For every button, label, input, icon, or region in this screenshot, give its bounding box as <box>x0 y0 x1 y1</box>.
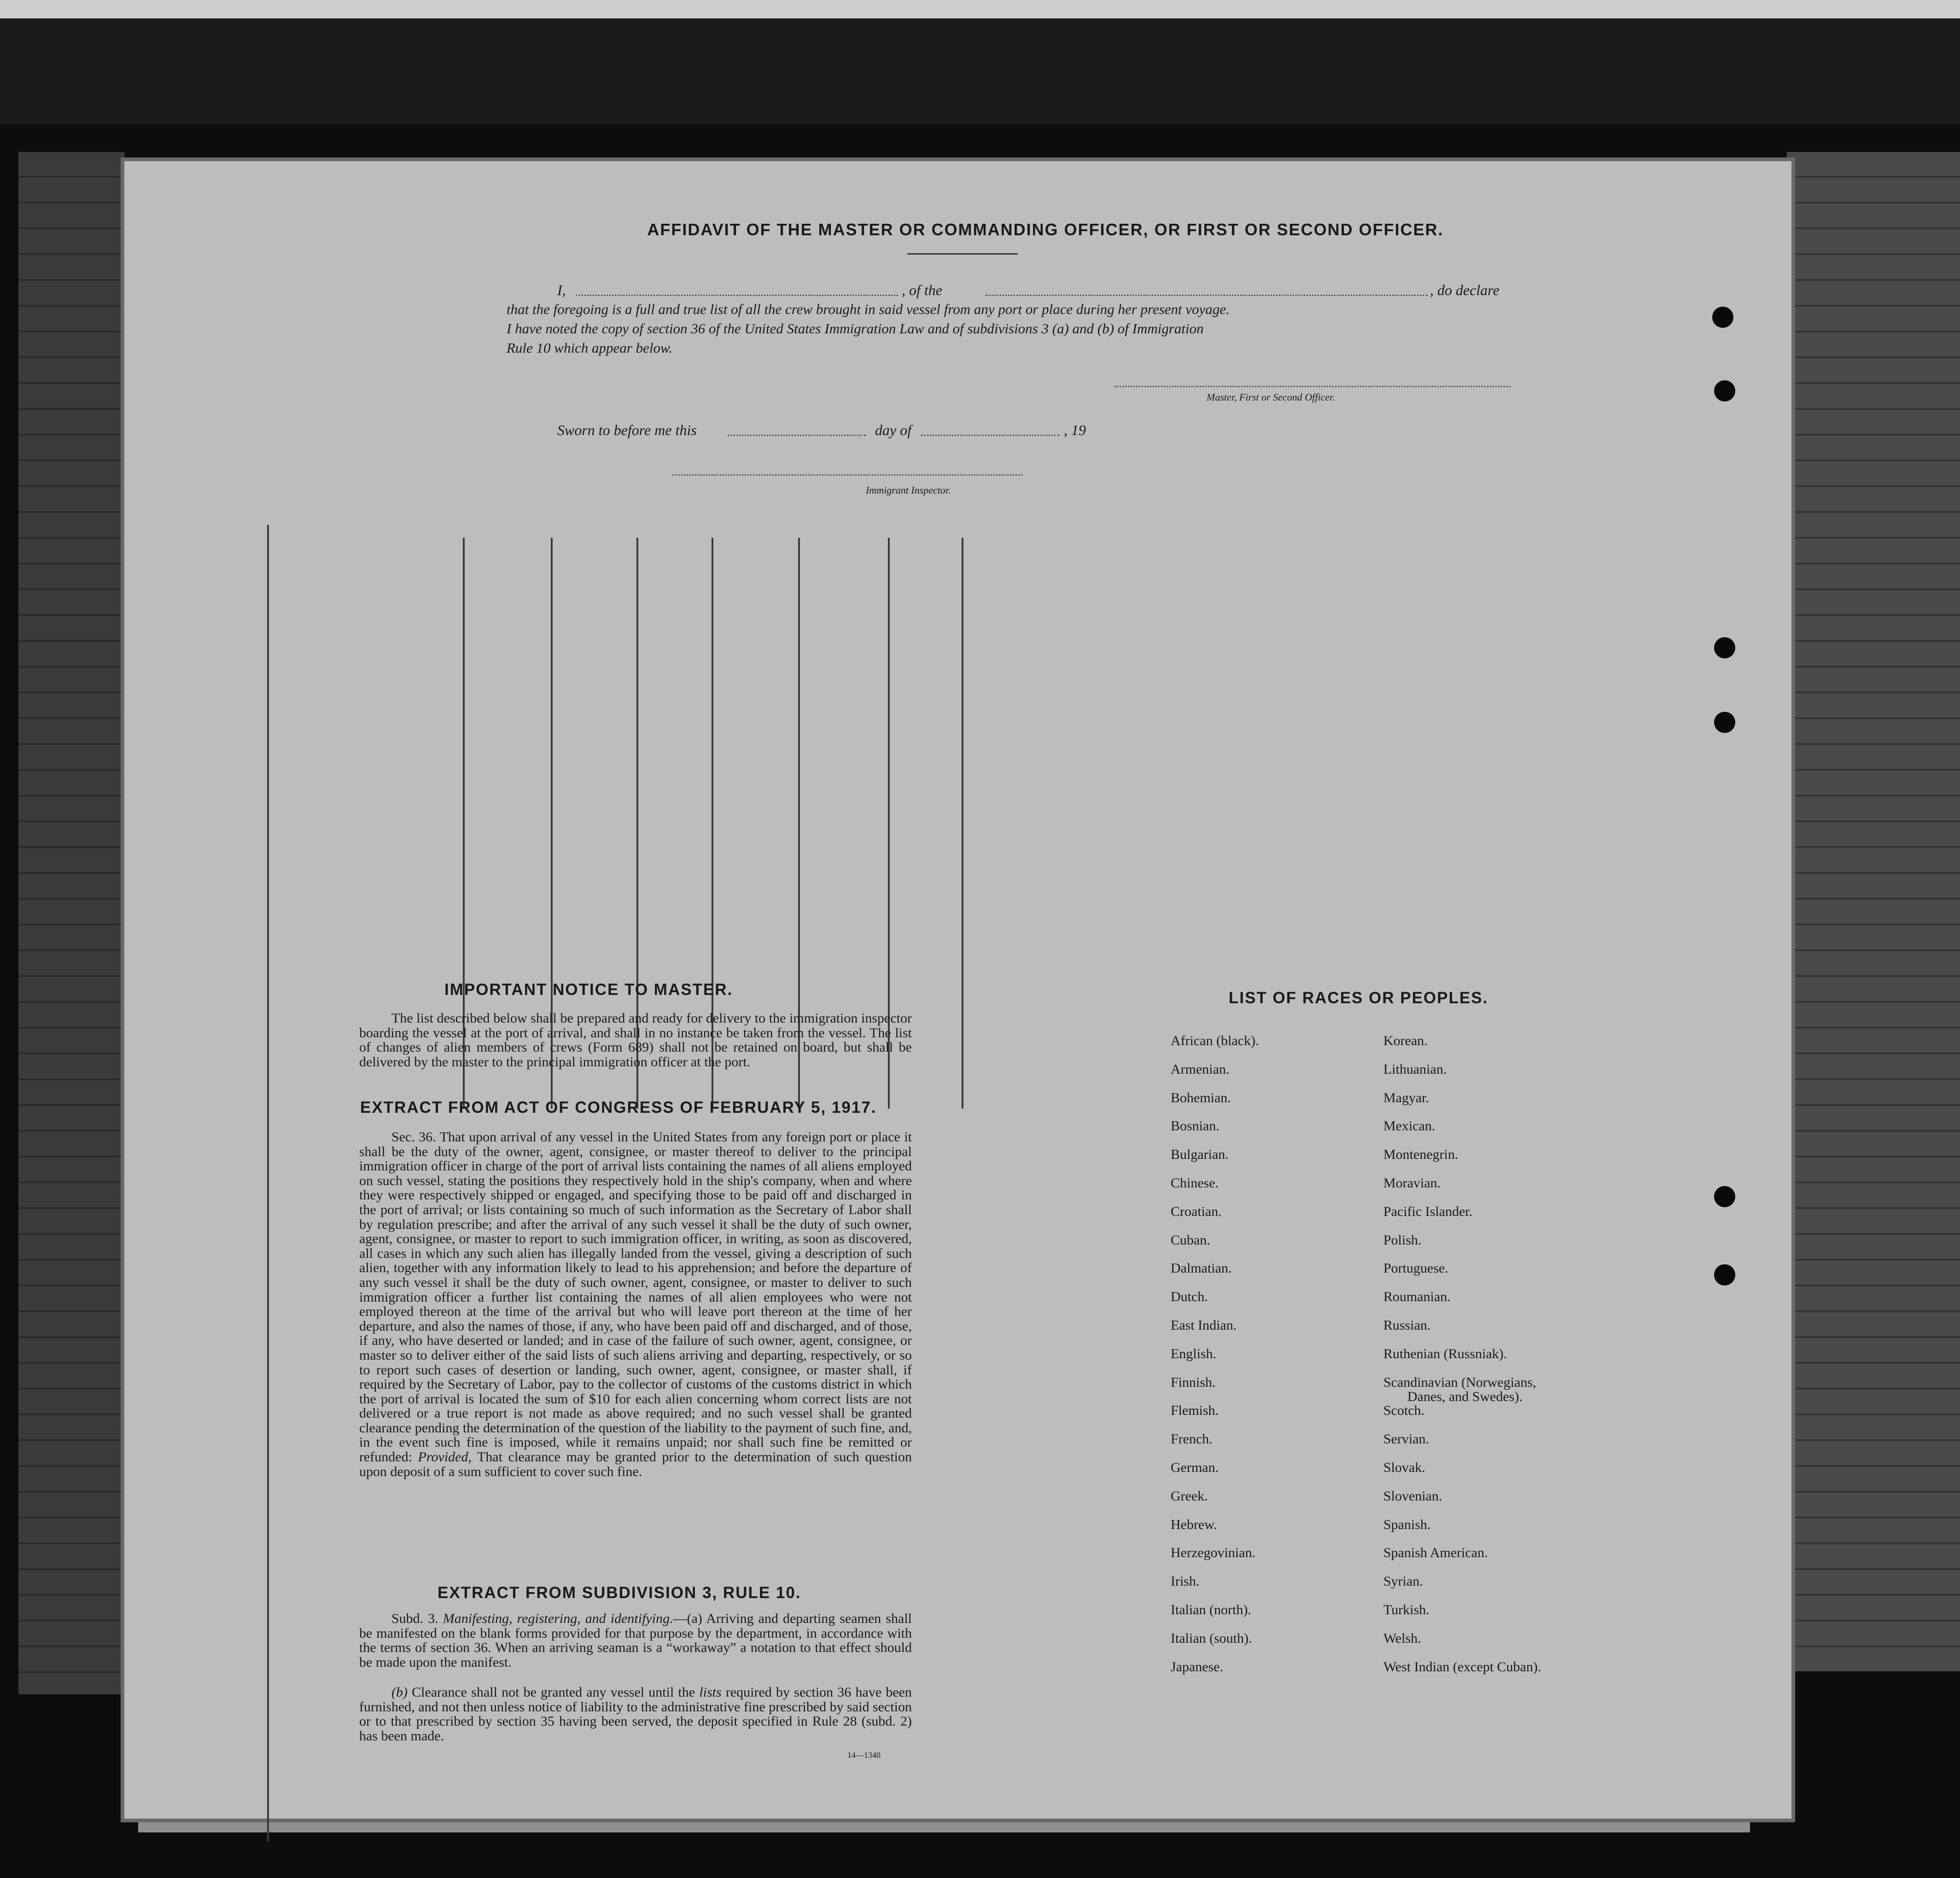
form-number: 14—1340 <box>847 1750 881 1760</box>
race-item: Italian (south). <box>1171 1630 1252 1646</box>
race-item: Italian (north). <box>1171 1602 1251 1617</box>
inspector-label: Immigrant Inspector. <box>866 484 951 496</box>
part-b-text-2: required by section 36 have been furnished, and not then unless notice of liability to the administrative fine prescribed by said section or to that prescribed by section 35 having been served, the deposit specified in Rule 28 (subd. 2) has been made. <box>359 1685 912 1744</box>
notice-body: The list described below shall be prepared and ready for delivery to the immigration inspector boarding the vessel at the port of arrival, and shall in no instance be taken from the vessel. The list of changes of alien members of crews (Form 689) shall not be retained on board, but shall be delivered by the master to the principal immigration officer at the port. <box>359 1011 912 1070</box>
race-item: West Indian (except Cuban). <box>1383 1659 1541 1675</box>
race-item: Bosnian. <box>1171 1118 1219 1134</box>
race-item: English. <box>1171 1346 1217 1361</box>
year-label: , 19 <box>1064 422 1086 438</box>
master-signature-line[interactable] <box>1114 386 1511 387</box>
race-item: Chinese. <box>1171 1175 1219 1191</box>
part-b-text-1: Clearance shall not be granted any vessel until the <box>412 1685 695 1700</box>
sworn-day-field[interactable] <box>728 435 866 436</box>
affidavit-line-1 <box>557 282 1543 300</box>
affidavit-line-2: that the foregoing is a full and true list of all the crew brought in said vessel from any port or place during her present voyage. <box>507 301 1230 317</box>
of-the-label: , of the <box>902 282 942 298</box>
day-of-label: day of <box>875 422 912 438</box>
title-rule <box>907 253 1018 255</box>
affidavit-line-4: Rule 10 which appear below. <box>507 340 673 356</box>
sworn-month-field[interactable] <box>921 435 1059 436</box>
race-item: German. <box>1171 1460 1219 1475</box>
sworn-label: Sworn to before me this <box>557 422 697 438</box>
races-title: LIST OF RACES OR PEOPLES. <box>1229 989 1488 1007</box>
race-item: Syrian. <box>1383 1574 1423 1589</box>
race-item: Montenegrin. <box>1383 1147 1458 1163</box>
race-item: French. <box>1171 1431 1213 1447</box>
master-signature-label: Master, First or Second Officer. <box>1207 391 1335 403</box>
race-item: Slovenian. <box>1383 1488 1442 1504</box>
race-item: Servian. <box>1383 1431 1429 1447</box>
race-item: Hebrew. <box>1171 1517 1217 1532</box>
race-item: Irish. <box>1171 1574 1200 1589</box>
affidavit-line-3: I have noted the copy of section 36 of the United States Immigration Law and of subdivisions 3 (a) and (b) of Immigration <box>507 320 1204 337</box>
subd-heading: Manifesting, registering, and identifying. <box>443 1611 673 1626</box>
column-ruling <box>267 525 269 1842</box>
column-ruling <box>962 538 963 1109</box>
sworn-line <box>557 422 1156 440</box>
part-b-lists: lists <box>699 1685 722 1700</box>
race-item: Bulgarian. <box>1171 1147 1229 1163</box>
part-b-label: (b) <box>391 1685 408 1700</box>
race-item: Dalmatian. <box>1171 1261 1232 1276</box>
race-item: Lithuanian. <box>1383 1061 1447 1077</box>
race-item: Herzegovinian. <box>1171 1545 1256 1561</box>
punch-hole <box>1714 1186 1735 1207</box>
provided-word: Provided, <box>418 1449 472 1465</box>
race-item: Spanish American. <box>1383 1545 1488 1561</box>
sec-label: Sec. 36. <box>391 1129 436 1145</box>
race-item: African (black). <box>1171 1033 1259 1048</box>
race-item: Croatian. <box>1171 1204 1222 1219</box>
adjacent-page-right <box>1787 152 1960 1671</box>
race-item: Polish. <box>1383 1232 1422 1248</box>
race-item: Dutch. <box>1171 1289 1208 1305</box>
race-item: Roumanian. <box>1383 1289 1451 1305</box>
punch-hole <box>1714 380 1735 401</box>
race-item: Cuban. <box>1171 1232 1210 1248</box>
race-item: Magyar. <box>1383 1090 1429 1105</box>
backdrop-band <box>0 18 1960 124</box>
act-extract-title: EXTRACT FROM ACT OF CONGRESS OF FEBRUARY 5, 1917. <box>360 1099 877 1116</box>
punch-hole <box>1712 307 1733 328</box>
punch-hole <box>1714 712 1735 733</box>
race-item: Scandinavian (Norwegians, <box>1383 1374 1536 1390</box>
rule-extract-title: EXTRACT FROM SUBDIVISION 3, RULE 10. <box>438 1584 801 1602</box>
do-declare-label: , do declare <box>1430 282 1499 298</box>
race-item: Welsh. <box>1383 1630 1421 1646</box>
race-item: Finnish. <box>1171 1374 1216 1390</box>
subd-part-a: —(a) Arriving and departing seamen shall be manifested on the blank forms provided for that purpose by the department, in accordance with the terms of section 36. When an arriving seaman is a “workaway” a notation to that effect should be made upon the manifest. <box>359 1611 912 1670</box>
race-item: Moravian. <box>1383 1175 1441 1191</box>
vessel-name-field[interactable] <box>986 295 1428 296</box>
affidavit-title: AFFIDAVIT OF THE MASTER OR COMMANDING OFFICER, OR FIRST OR SECOND OFFICER. <box>647 220 1444 239</box>
sec-body: That upon arrival of any vessel in the United States from any foreign port or place it shall be the duty of the owner, agent, consignee, or master thereof to deliver to the principal immigration officer in charge of the port of arrival lists containing the names of all aliens employed on such vessel, stating the positions they respectively hold in the ship's company, when and where they were respectively shipped or engaged, and specifying those to be paid off and discharged in the port of arrival; or lists containing so much of such information as the Secretary of Labor shall by regulation prescribe; and after the arrival of any such vessel it shall be the duty of such owner, agent, consignee, or master to report to such immigration officer, in writing, as soon as discovered, all cases in which any such alien has illegally landed from the vessel, giving a description of such alien, together with any information likely to lead to his apprehension; and before the departure of any such vessel it shall be the duty of such owner, agent, consignee, or master to deliver to such immigration officer a further list containing the names of all alien employees who were not employed thereon at the time of the arrival but who will leave port thereon at the time of her departure, and also the names of those, if any, who have been paid off and discharged, and of those, if any, who have deserted or landed; and in case of the failure of such owner, agent, consignee, or master so to deliver either of the said lists of such aliens arriving and departing, respectively, or so to report such cases of desertion or landing, such owner, agent, consignee, or master shall, if required by the Secretary of Labor, pay to the collector of customs of the customs district in which the port of arrival is located the sum of $10 for each alien concerning whom correct lists are not delivered or a true report is not made as above required; and no such vessel shall be granted clearance pending the determination of the question of the liability to the payment of such fine, and, in the event such fine is imposed, while it remains unpaid; nor shall such fine be remitted or refunded: <box>359 1129 912 1465</box>
race-item: Portuguese. <box>1383 1261 1448 1276</box>
rule-extract-part-a <box>359 1611 912 1669</box>
race-item: Flemish. <box>1171 1403 1219 1419</box>
race-item: Greek. <box>1171 1488 1208 1504</box>
subd-label: Subd. 3. <box>391 1611 438 1626</box>
race-item: Japanese. <box>1171 1659 1224 1675</box>
punch-hole <box>1714 1264 1735 1285</box>
race-item: Armenian. <box>1171 1061 1230 1077</box>
punch-hole <box>1714 637 1735 658</box>
race-item: Russian. <box>1383 1318 1431 1333</box>
sec-body-end: That clearance may be granted prior to the determination of such question upon deposit of a sum sufficient to cover such fine. <box>359 1449 912 1479</box>
notice-title: IMPORTANT NOTICE TO MASTER. <box>444 981 733 999</box>
race-item: Pacific Islander. <box>1383 1204 1473 1219</box>
race-item-scandinavian-cont: Danes, and Swedes). <box>1407 1389 1522 1404</box>
act-extract-body <box>359 1130 912 1479</box>
race-item: Mexican. <box>1383 1118 1435 1134</box>
race-item: Slovak. <box>1383 1460 1425 1475</box>
backdrop-top <box>0 0 1960 18</box>
race-item: Bohemian. <box>1171 1090 1231 1105</box>
rule-extract-part-b <box>359 1685 912 1743</box>
adjacent-page-left <box>18 152 124 1694</box>
race-item: Turkish. <box>1383 1602 1429 1617</box>
inspector-signature-line[interactable] <box>672 474 1022 476</box>
declarant-name-field[interactable] <box>576 295 898 296</box>
race-item: Korean. <box>1383 1033 1428 1048</box>
race-item: Ruthenian (Russniak). <box>1383 1346 1507 1361</box>
race-item: Scotch. <box>1383 1403 1425 1419</box>
declarant-i: I, <box>557 282 566 298</box>
race-item: Spanish. <box>1383 1517 1431 1532</box>
document-sheet <box>124 161 1791 1819</box>
race-item: East Indian. <box>1171 1318 1237 1333</box>
